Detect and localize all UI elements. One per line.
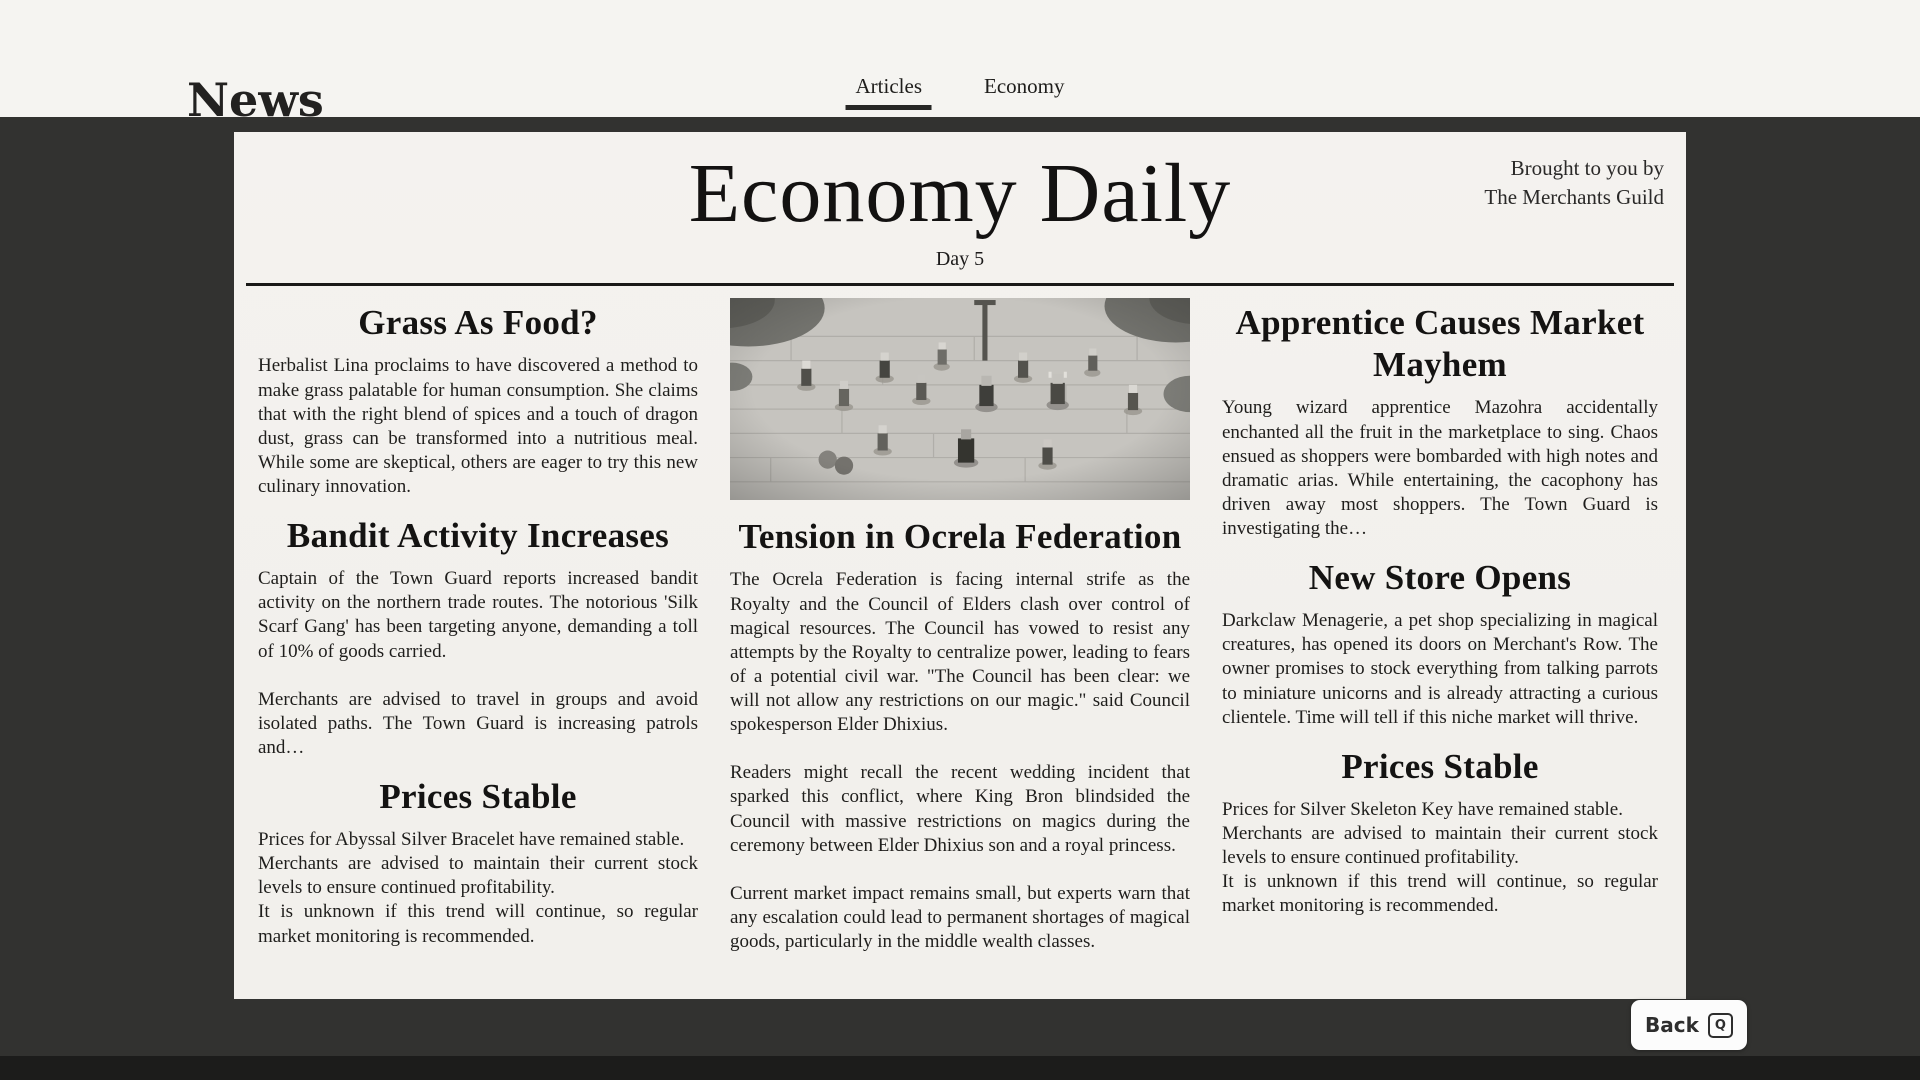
- news-article: [258, 302, 698, 499]
- newspaper-date: Day 5: [935, 248, 985, 271]
- article-headline: Bandit Activity Increases: [286, 516, 670, 556]
- top-navigation-bar: [0, 0, 1920, 127]
- article-paragraph-group: [1222, 609, 1658, 730]
- newspaper-masthead: Economy Daily: [688, 147, 1232, 240]
- news-article: [258, 515, 698, 760]
- article-paragraph-group: [730, 568, 1190, 737]
- article-text: Prices for Silver Skeleton Key have remained stable.: [1222, 798, 1623, 820]
- article-text: It is unknown if this trend will continue, so regular market monitoring is recommended.: [258, 901, 698, 947]
- news-article: [1222, 746, 1658, 919]
- back-button[interactable]: [1631, 1000, 1747, 1050]
- town-square-illustration: [730, 298, 1190, 500]
- tab-articles[interactable]: Articles: [846, 74, 932, 117]
- article-headline: Tension in Ocrela Federation: [738, 517, 1182, 557]
- article-text: Merchants are advised to travel in groups and avoid isolated paths. The Town Guard is increasing patrols and…: [258, 688, 698, 758]
- article-paragraph-group: [258, 688, 698, 760]
- article-paragraph-group: [730, 882, 1190, 954]
- article-paragraph-group: [1222, 798, 1658, 919]
- news-article: [730, 516, 1190, 954]
- news-article: [258, 776, 698, 949]
- article-headline: New Store Opens: [1308, 558, 1572, 598]
- article-text: Young wizard apprentice Mazohra accidentally enchanted all the fruit in the marketplace to sing. Chaos ensued as shoppers were bombarded with high notes and dramatic arias. While entertaining, the cacophony has driven away most shoppers. The Town Guard is investigating the…: [1222, 397, 1658, 540]
- article-text: Merchants are advised to maintain their current stock levels to ensure continued profitability.: [1222, 822, 1658, 869]
- article-text: Captain of the Town Guard reports increased bandit activity on the northern trade routes. The notorious 'Silk Scarf Gang' has been targeting anyone, demanding a toll of 10% of goods carried.: [258, 568, 698, 662]
- article-paragraph-group: [730, 761, 1190, 858]
- article-paragraph-group: [1222, 396, 1658, 541]
- article-headline: Prices Stable: [1341, 746, 1539, 786]
- bottom-border-band: [0, 1056, 1920, 1080]
- byline-line-2: The Merchants Guild: [1484, 185, 1664, 210]
- newspaper-column-right: [1222, 296, 1658, 932]
- newspaper-column-middle: [730, 296, 1190, 968]
- newspaper-column-left: [258, 296, 698, 962]
- tab-economy[interactable]: Economy: [984, 74, 1065, 98]
- news-article: [1222, 557, 1658, 730]
- byline-line-1: Brought to you by: [1510, 156, 1664, 180]
- newspaper-byline: [1484, 154, 1664, 213]
- article-text: Prices for Abyssal Silver Bracelet have remained stable.: [258, 829, 685, 851]
- page-title: News: [187, 72, 324, 127]
- article-paragraph-group: [258, 828, 698, 949]
- back-button-label: Back: [1645, 1013, 1699, 1037]
- article-paragraph-group: [258, 354, 698, 499]
- article-headline: Apprentice Causes Market Mayhem: [1235, 303, 1645, 385]
- article-paragraph-group: [258, 567, 698, 664]
- keyboard-hint-q-icon: Q: [1708, 1013, 1733, 1038]
- newspaper-photo-town-square: [730, 298, 1190, 500]
- article-text: The Ocrela Federation is facing internal strife as the Royalty and the Council of Elders clash over control of magical resources. The Council has vowed to resist any attempts by the Royalty to centralize power, leading to fears of a potential civil war. "The Council has been clear: we will not allow any restrictions on our magic." said Council spokesperson Elder Dhixius.: [730, 569, 1190, 736]
- news-article: [1222, 302, 1658, 541]
- article-text: Readers might recall the recent wedding incident that sparked this conflict, where King Bron blindsided the Council with massive restrictions on magics during the ceremony between Elder Dhixius son and a royal princess.: [730, 762, 1190, 856]
- article-text: Current market impact remains small, but experts warn that any escalation could lead to permanent shortages of magical goods, particularly in the middle wealth classes.: [730, 882, 1190, 953]
- article-text: It is unknown if this trend will continue, so regular market monitoring is recommended.: [1222, 871, 1658, 917]
- tab-bar: [846, 74, 1075, 117]
- article-headline: Prices Stable: [379, 777, 577, 817]
- article-text: Herbalist Lina proclaims to have discovered a method to make grass palatable for human consumption. She claims that with the right blend of spices and a touch of dragon dust, grass can be transformed into a nutritious meal. While some are skeptical, others are eager to try this new culinary innovation.: [258, 355, 698, 498]
- newspaper-columns: [234, 286, 1686, 968]
- article-text: Darkclaw Menagerie, a pet shop specializing in magical creatures, has opened its doors on Merchant's Row. The owner promises to stock everything from talking parrots to miniature unicorns and is already attracting a curious clientele. Time will tell if this niche market will thrive.: [1222, 610, 1658, 728]
- newspaper-sheet: [234, 132, 1686, 999]
- article-headline: Grass As Food?: [358, 303, 598, 343]
- article-text: Merchants are advised to maintain their current stock levels to ensure continued profitability.: [258, 853, 698, 899]
